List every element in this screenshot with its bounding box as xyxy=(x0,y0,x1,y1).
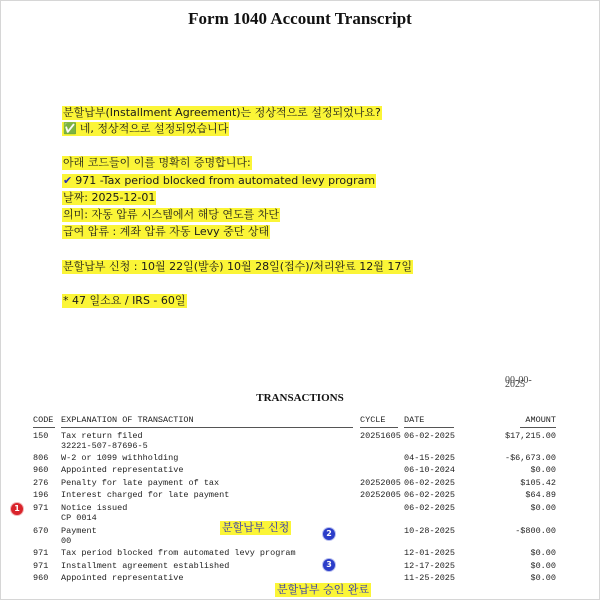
header-rule xyxy=(404,427,454,428)
header-date: DATE xyxy=(404,415,425,425)
note-wage: 급여 압류 : 계좌 압류 자동 Levy 중단 상태 xyxy=(63,225,270,238)
note-meaning: 의미: 자동 압류 시스템에서 해당 연도를 차단 xyxy=(63,208,279,221)
note-apply: 분할납부 신청 : 10월 22일(발송) 10월 28일(접수)/처리완료 12월 17일 xyxy=(63,260,413,273)
header-explanation: EXPLANATION OF TRANSACTION xyxy=(61,415,194,425)
row-code: 960 xyxy=(33,465,49,475)
header-rule xyxy=(33,427,55,428)
table-header xyxy=(0,415,600,427)
note-code xyxy=(62,174,376,188)
row-date: 10-28-2025 xyxy=(404,526,456,536)
row-amount: $0.00 xyxy=(530,465,556,475)
annotation-badge-2: 2 xyxy=(323,528,335,540)
row-date: 06-02-2025 xyxy=(404,478,456,488)
table-row-sub xyxy=(0,513,600,524)
row-explanation: Interest charged for late payment xyxy=(61,490,230,500)
row-date: 06-02-2025 xyxy=(404,490,456,500)
note-date: 날짜: 2025-12-01 xyxy=(63,191,156,204)
annotation-badge-1: 1 xyxy=(11,503,23,515)
annotation-label-done: 분할납부 승인 완료 xyxy=(277,583,370,596)
row-code: 150 xyxy=(33,431,49,441)
table-row xyxy=(0,478,600,489)
row-explanation: Appointed representative xyxy=(61,465,184,475)
row-explanation: W-2 or 1099 withholding xyxy=(61,453,179,463)
row-amount: $0.00 xyxy=(530,548,556,558)
row-sub: 00 xyxy=(61,536,72,546)
row-code: 806 xyxy=(33,453,49,463)
row-explanation: Payment xyxy=(61,526,97,536)
note-answer xyxy=(62,122,229,136)
cropped-text: 00-00-2025 xyxy=(505,375,532,390)
table-row xyxy=(0,465,600,476)
row-code: 971 xyxy=(33,503,49,513)
header-code: CODE xyxy=(33,415,54,425)
table-row xyxy=(0,548,600,559)
row-amount: $0.00 xyxy=(530,503,556,513)
transactions-title: TRANSACTIONS xyxy=(256,392,344,404)
row-date: 06-10-2024 xyxy=(404,465,456,475)
row-explanation: Notice issued xyxy=(61,503,128,513)
row-cycle: 20251605 xyxy=(360,431,401,441)
row-date: 06-02-2025 xyxy=(404,431,456,441)
row-explanation: Penalty for late payment of tax xyxy=(61,478,220,488)
row-cycle: 20252005 xyxy=(360,478,401,488)
row-amount: $105.42 xyxy=(520,478,556,488)
row-amount: -$6,673.00 xyxy=(504,453,556,463)
row-date: 12-01-2025 xyxy=(404,548,456,558)
row-code: 971 xyxy=(33,561,49,571)
row-explanation: Tax period blocked from automated levy program xyxy=(61,548,296,558)
table-row xyxy=(0,490,600,501)
row-cycle: 20252005 xyxy=(360,490,401,500)
checkmark-icon: ✔ xyxy=(63,174,73,187)
table-row-sub xyxy=(0,441,600,452)
header-amount: AMOUNT xyxy=(525,415,556,425)
row-sub: 32221-507-87696-5 xyxy=(61,441,148,451)
header-cycle: CYCLE xyxy=(360,415,386,425)
annotation-label-apply: 분할납부 신청 xyxy=(222,521,290,534)
table-row xyxy=(0,453,600,464)
row-code: 971 xyxy=(33,548,49,558)
row-code: 276 xyxy=(33,478,49,488)
row-date: 11-25-2025 xyxy=(404,573,456,583)
row-date: 04-15-2025 xyxy=(404,453,456,463)
row-amount: $64.89 xyxy=(525,490,556,500)
document-title: Form 1040 Account Transcript xyxy=(188,9,412,28)
header-rule xyxy=(61,427,353,428)
row-date: 06-02-2025 xyxy=(404,503,456,513)
note-question: 분할납부(Installment Agreement)는 정상적으로 설정되었나요? xyxy=(63,106,381,119)
row-date: 12-17-2025 xyxy=(404,561,456,571)
table-row-sub xyxy=(0,536,600,547)
row-code: 196 xyxy=(33,490,49,500)
row-explanation: Appointed representative xyxy=(61,573,184,583)
row-sub: CP 0014 xyxy=(61,513,97,523)
note-code-text: 971 -Tax period blocked from automated levy program xyxy=(75,174,376,187)
row-amount: -$800.00 xyxy=(515,526,556,536)
annotation-badge-3: 3 xyxy=(323,559,335,571)
row-code: 960 xyxy=(33,573,49,583)
row-amount: $17,215.00 xyxy=(504,431,556,441)
header-rule xyxy=(360,427,398,428)
note-days: * 47 일소요 / IRS - 60일 xyxy=(63,294,186,307)
note-answer-text: 네, 정상적으로 설정되었습니다 xyxy=(79,122,229,135)
row-code: 670 xyxy=(33,526,49,536)
table-row xyxy=(0,561,600,572)
row-amount: $0.00 xyxy=(530,561,556,571)
row-amount: $0.00 xyxy=(530,573,556,583)
check-mark-icon: ✅ xyxy=(63,122,77,135)
row-explanation: Installment agreement established xyxy=(61,561,230,571)
row-explanation: Tax return filed xyxy=(61,431,143,441)
note-intro: 아래 코드들이 이를 명확히 증명합니다: xyxy=(63,156,251,169)
header-rule xyxy=(520,427,556,428)
